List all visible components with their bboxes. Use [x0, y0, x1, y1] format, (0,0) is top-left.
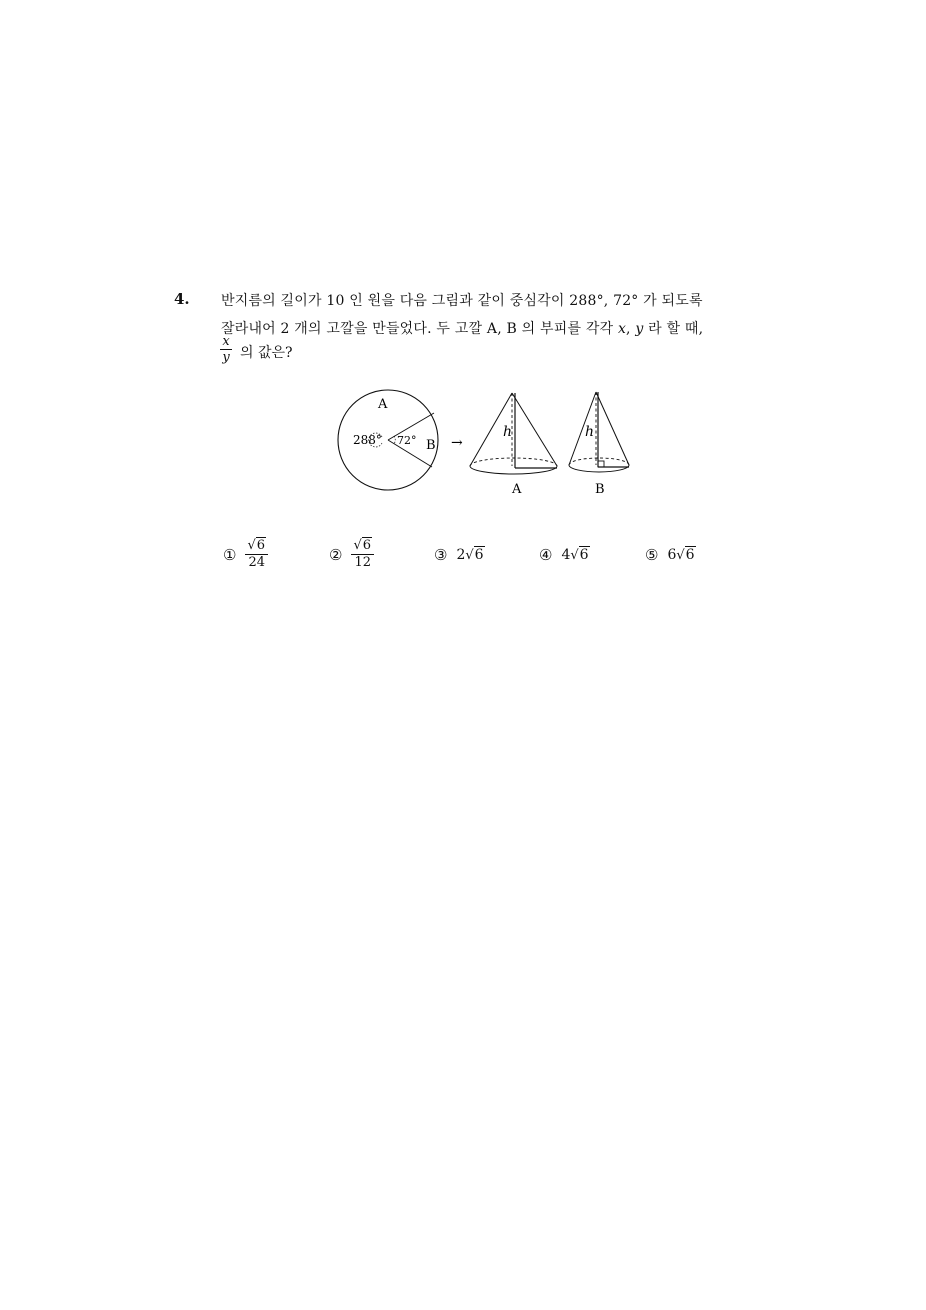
var-y: y [635, 321, 644, 337]
arrow-icon: → [451, 435, 463, 451]
question-number: 4. [174, 290, 190, 308]
choice-2-denominator: 12 [354, 555, 372, 570]
sector-label-a: A [378, 397, 388, 412]
choice-5-radicand: 6 [685, 547, 695, 563]
cone-b-label: B [595, 482, 605, 497]
angle-label-large: 288° [353, 433, 382, 447]
angle-arc-small [394, 436, 395, 444]
cone-a [470, 393, 557, 497]
choice-1-denominator: 24 [248, 555, 266, 570]
cone-figure [330, 385, 650, 500]
choice-1[interactable] [223, 538, 268, 571]
cone-b [569, 392, 629, 497]
fraction-numerator: x [222, 334, 230, 349]
choice-1-mark: ① [223, 545, 237, 564]
choice-5[interactable]: ⑤ 6 √6 [645, 546, 695, 564]
choice-5-mark: ⑤ [645, 546, 659, 564]
question-line-2-text-a: 잘라내어 2 개의 고깔을 만들었다. 두 고깔 A, B 의 부피를 각각 [221, 321, 618, 337]
choice-4[interactable]: ④ 4 √6 [539, 546, 589, 564]
choice-3-coefficient: 2 [456, 547, 466, 563]
var-x: x [617, 321, 627, 337]
question-tail: 의 값은? [240, 345, 293, 361]
choice-2-fraction: $\frac{√6}{12}$ [351, 538, 374, 571]
cone-a-height-label: h [503, 424, 513, 440]
question-fraction [219, 334, 233, 365]
choice-3-radicand: 6 [474, 547, 484, 563]
angle-label-small: 72° [397, 434, 417, 447]
cone-b-height-label: h [585, 424, 595, 440]
choice-1-fraction: $\frac{√6}{24}$ [245, 538, 268, 571]
choice-3[interactable]: ③ 2 √6 [434, 546, 484, 564]
choice-4-mark: ④ [539, 546, 553, 564]
choice-3-mark: ③ [434, 546, 448, 564]
question-line-1: 반지름의 길이가 10 인 원을 다음 그림과 같이 중심각이 288°, 72° 가 되도록 [221, 293, 703, 309]
choice-2[interactable] [329, 538, 374, 571]
separator: , [626, 321, 636, 337]
choice-2-mark: ② [329, 545, 343, 564]
choice-4-coefficient: 4 [561, 547, 571, 563]
cone-a-label: A [512, 482, 522, 497]
choice-5-coefficient: 6 [667, 547, 677, 563]
choice-1-radicand: 6 [256, 538, 266, 553]
choice-4-radicand: 6 [579, 547, 589, 563]
choice-2-radicand: 6 [362, 538, 372, 553]
question-line-2 [221, 318, 703, 338]
sector-label-b: B [426, 438, 436, 453]
fraction-denominator: y [222, 350, 230, 365]
question-line-2-text-b: 라 할 때, [643, 321, 704, 337]
